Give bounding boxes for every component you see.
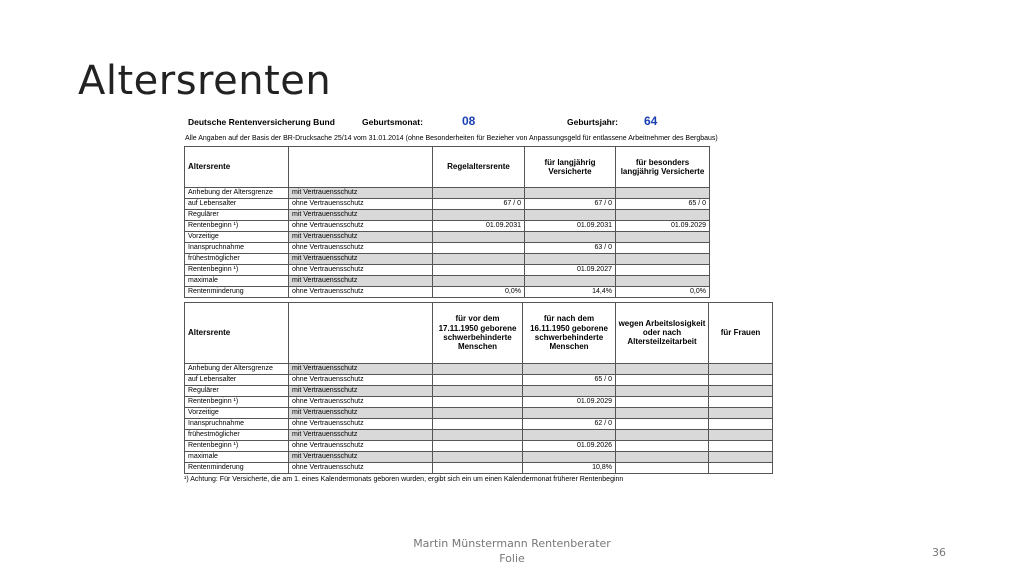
value-cell — [525, 253, 616, 264]
value-cell — [433, 440, 523, 451]
row-label: Vorzeitige — [185, 231, 289, 242]
value-cell — [616, 462, 709, 473]
table-row — [185, 385, 773, 396]
value-cell: 67 / 0 — [525, 198, 616, 209]
value-cell: 63 / 0 — [525, 242, 616, 253]
value-cell — [525, 231, 616, 242]
value-cell — [709, 407, 773, 418]
table1-header-langjaehrig: für langjährig Versicherte — [525, 146, 616, 187]
value-cell — [616, 363, 709, 374]
table-row — [185, 220, 710, 231]
value-cell — [616, 253, 710, 264]
row-label: auf Lebensalter — [185, 374, 289, 385]
value-cell — [525, 209, 616, 220]
row-label: frühestmöglicher — [185, 429, 289, 440]
value-cell — [616, 374, 709, 385]
table-row — [185, 418, 773, 429]
row-label: Inanspruchnahme — [185, 242, 289, 253]
pension-table-1 — [184, 146, 710, 298]
value-cell: 10,8% — [523, 462, 616, 473]
value-cell — [616, 396, 709, 407]
row-sublabel: ohne Vertrauensschutz — [289, 242, 433, 253]
row-sublabel: mit Vertrauensschutz — [289, 407, 433, 418]
value-cell — [616, 264, 710, 275]
row-sublabel: mit Vertrauensschutz — [289, 385, 433, 396]
table1-header-altersrente: Altersrente — [185, 146, 289, 187]
table-row — [185, 286, 710, 297]
table-row — [185, 462, 773, 473]
value-cell — [433, 407, 523, 418]
row-label: auf Lebensalter — [185, 198, 289, 209]
org-name: Deutsche Rentenversicherung Bund — [188, 117, 335, 127]
row-sublabel: ohne Vertrauensschutz — [289, 220, 433, 231]
table1-header-regelaltersrente: Regelaltersrente — [433, 146, 525, 187]
value-cell — [433, 462, 523, 473]
table-row — [185, 275, 710, 286]
value-cell: 62 / 0 — [523, 418, 616, 429]
value-cell — [709, 385, 773, 396]
value-cell — [616, 242, 710, 253]
row-sublabel: ohne Vertrauensschutz — [289, 374, 433, 385]
table2-header-empty — [289, 302, 433, 363]
table-row — [185, 374, 773, 385]
value-cell — [709, 440, 773, 451]
table-row — [185, 264, 710, 275]
birth-year-label: Geburtsjahr: — [567, 117, 619, 127]
row-label: Inanspruchnahme — [185, 418, 289, 429]
value-cell — [616, 209, 710, 220]
table-row — [185, 198, 710, 209]
value-cell — [616, 407, 709, 418]
footer-author: Martin Münstermann Rentenberater — [413, 537, 611, 550]
birth-month-value: 08 — [462, 114, 476, 128]
row-label: Anhebung der Altersgrenze — [185, 187, 289, 198]
value-cell — [433, 253, 525, 264]
value-cell — [433, 209, 525, 220]
value-cell: 01.09.2029 — [523, 396, 616, 407]
value-cell — [433, 187, 525, 198]
value-cell — [523, 451, 616, 462]
row-sublabel: mit Vertrauensschutz — [289, 429, 433, 440]
value-cell — [433, 385, 523, 396]
table2-header-arbeitslosigkeit: wegen Arbeitslosigkeit oder nach Altersteilzeitarbeit — [616, 302, 709, 363]
value-cell: 01.09.2026 — [523, 440, 616, 451]
value-cell — [709, 396, 773, 407]
value-cell: 0,0% — [433, 286, 525, 297]
value-cell — [433, 242, 525, 253]
basis-note: Alle Angaben auf der Basis der BR-Drucksache 25/14 vom 31.01.2014 (ohne Besonderheiten für Bezieher von Anpassungsgeld für entlassene Arbeitnehmer des Bergbaus) — [185, 135, 718, 142]
value-cell — [616, 275, 710, 286]
slide-footer — [380, 537, 644, 567]
value-cell — [523, 407, 616, 418]
value-cell — [433, 363, 523, 374]
row-label: Rentenbeginn ¹) — [185, 440, 289, 451]
value-cell — [709, 374, 773, 385]
value-cell — [525, 275, 616, 286]
value-cell — [709, 462, 773, 473]
value-cell — [709, 429, 773, 440]
row-sublabel: ohne Vertrauensschutz — [289, 198, 433, 209]
document-header — [184, 113, 774, 135]
value-cell — [709, 363, 773, 374]
row-sublabel: mit Vertrauensschutz — [289, 187, 433, 198]
value-cell — [433, 374, 523, 385]
row-label: Anhebung der Altersgrenze — [185, 363, 289, 374]
row-label: Rentenbeginn ¹) — [185, 264, 289, 275]
birth-month-label: Geburtsmonat: — [362, 117, 423, 127]
row-sublabel: ohne Vertrauensschutz — [289, 440, 433, 451]
row-sublabel: mit Vertrauensschutz — [289, 253, 433, 264]
value-cell: 01.09.2029 — [616, 220, 710, 231]
table-row — [185, 440, 773, 451]
table-row — [185, 429, 773, 440]
table-row — [185, 253, 710, 264]
value-cell: 67 / 0 — [433, 198, 525, 209]
row-label: Rentenminderung — [185, 286, 289, 297]
row-sublabel: ohne Vertrauensschutz — [289, 418, 433, 429]
table2-header-schwerbehindert-vor-1950: für vor dem 17.11.1950 geborene schwerbehinderte Menschen — [433, 302, 523, 363]
table2-header-schwerbehindert-nach-1950: für nach dem 16.11.1950 geborene schwerbehinderte Menschen — [523, 302, 616, 363]
footnote: ¹) Achtung: Für Versicherte, die am 1. eines Kalendermonats geboren wurden, ergibt sich ein um einen Kalendermonat früherer Rentenbeginn — [184, 475, 624, 483]
row-sublabel: mit Vertrauensschutz — [289, 275, 433, 286]
table-row — [185, 242, 710, 253]
table1-header-besonders-langjaehrig: für besonders langjährig Versicherte — [616, 146, 710, 187]
value-cell: 14,4% — [525, 286, 616, 297]
row-sublabel: ohne Vertrauensschutz — [289, 286, 433, 297]
value-cell — [433, 429, 523, 440]
value-cell: 01.09.2031 — [525, 220, 616, 231]
value-cell: 65 / 0 — [523, 374, 616, 385]
value-cell — [523, 429, 616, 440]
table-row — [185, 209, 710, 220]
value-cell — [709, 451, 773, 462]
table-row — [185, 396, 773, 407]
row-label: Regulärer — [185, 209, 289, 220]
table-row — [185, 407, 773, 418]
value-cell — [616, 451, 709, 462]
value-cell — [616, 429, 709, 440]
row-label: Rentenminderung — [185, 462, 289, 473]
row-label: Rentenbeginn ¹) — [185, 220, 289, 231]
value-cell — [433, 231, 525, 242]
slide-title: Altersrenten — [78, 58, 332, 104]
value-cell — [433, 264, 525, 275]
table-row — [185, 363, 773, 374]
row-sublabel: mit Vertrauensschutz — [289, 209, 433, 220]
table2-header-frauen: für Frauen — [709, 302, 773, 363]
row-label: frühestmöglicher — [185, 253, 289, 264]
row-label: Vorzeitige — [185, 407, 289, 418]
row-label: maximale — [185, 451, 289, 462]
row-label: Rentenbeginn ¹) — [185, 396, 289, 407]
row-sublabel: mit Vertrauensschutz — [289, 451, 433, 462]
pension-document — [184, 113, 774, 483]
row-label: Regulärer — [185, 385, 289, 396]
row-label: maximale — [185, 275, 289, 286]
value-cell: 01.09.2027 — [525, 264, 616, 275]
row-sublabel: ohne Vertrauensschutz — [289, 462, 433, 473]
table1-header-empty — [289, 146, 433, 187]
table1-body — [185, 187, 710, 297]
table-row — [185, 231, 710, 242]
table2-body — [185, 363, 773, 473]
value-cell — [525, 187, 616, 198]
table-row — [185, 451, 773, 462]
value-cell — [616, 231, 710, 242]
row-sublabel: ohne Vertrauensschutz — [289, 396, 433, 407]
value-cell — [523, 363, 616, 374]
row-sublabel: ohne Vertrauensschutz — [289, 264, 433, 275]
value-cell — [433, 396, 523, 407]
page-number: 36 — [932, 546, 946, 559]
value-cell — [709, 418, 773, 429]
value-cell — [616, 418, 709, 429]
value-cell — [433, 451, 523, 462]
footer-label: Folie — [499, 551, 525, 565]
row-sublabel: mit Vertrauensschutz — [289, 231, 433, 242]
value-cell — [433, 275, 525, 286]
value-cell — [523, 385, 616, 396]
value-cell: 01.09.2031 — [433, 220, 525, 231]
value-cell: 65 / 0 — [616, 198, 710, 209]
pension-table-2 — [184, 302, 773, 474]
value-cell: 0,0% — [616, 286, 710, 297]
row-sublabel: mit Vertrauensschutz — [289, 363, 433, 374]
table-row — [185, 187, 710, 198]
value-cell — [433, 418, 523, 429]
birth-year-value: 64 — [644, 114, 658, 128]
table2-header-altersrente: Altersrente — [185, 302, 289, 363]
value-cell — [616, 440, 709, 451]
value-cell — [616, 385, 709, 396]
value-cell — [616, 187, 710, 198]
